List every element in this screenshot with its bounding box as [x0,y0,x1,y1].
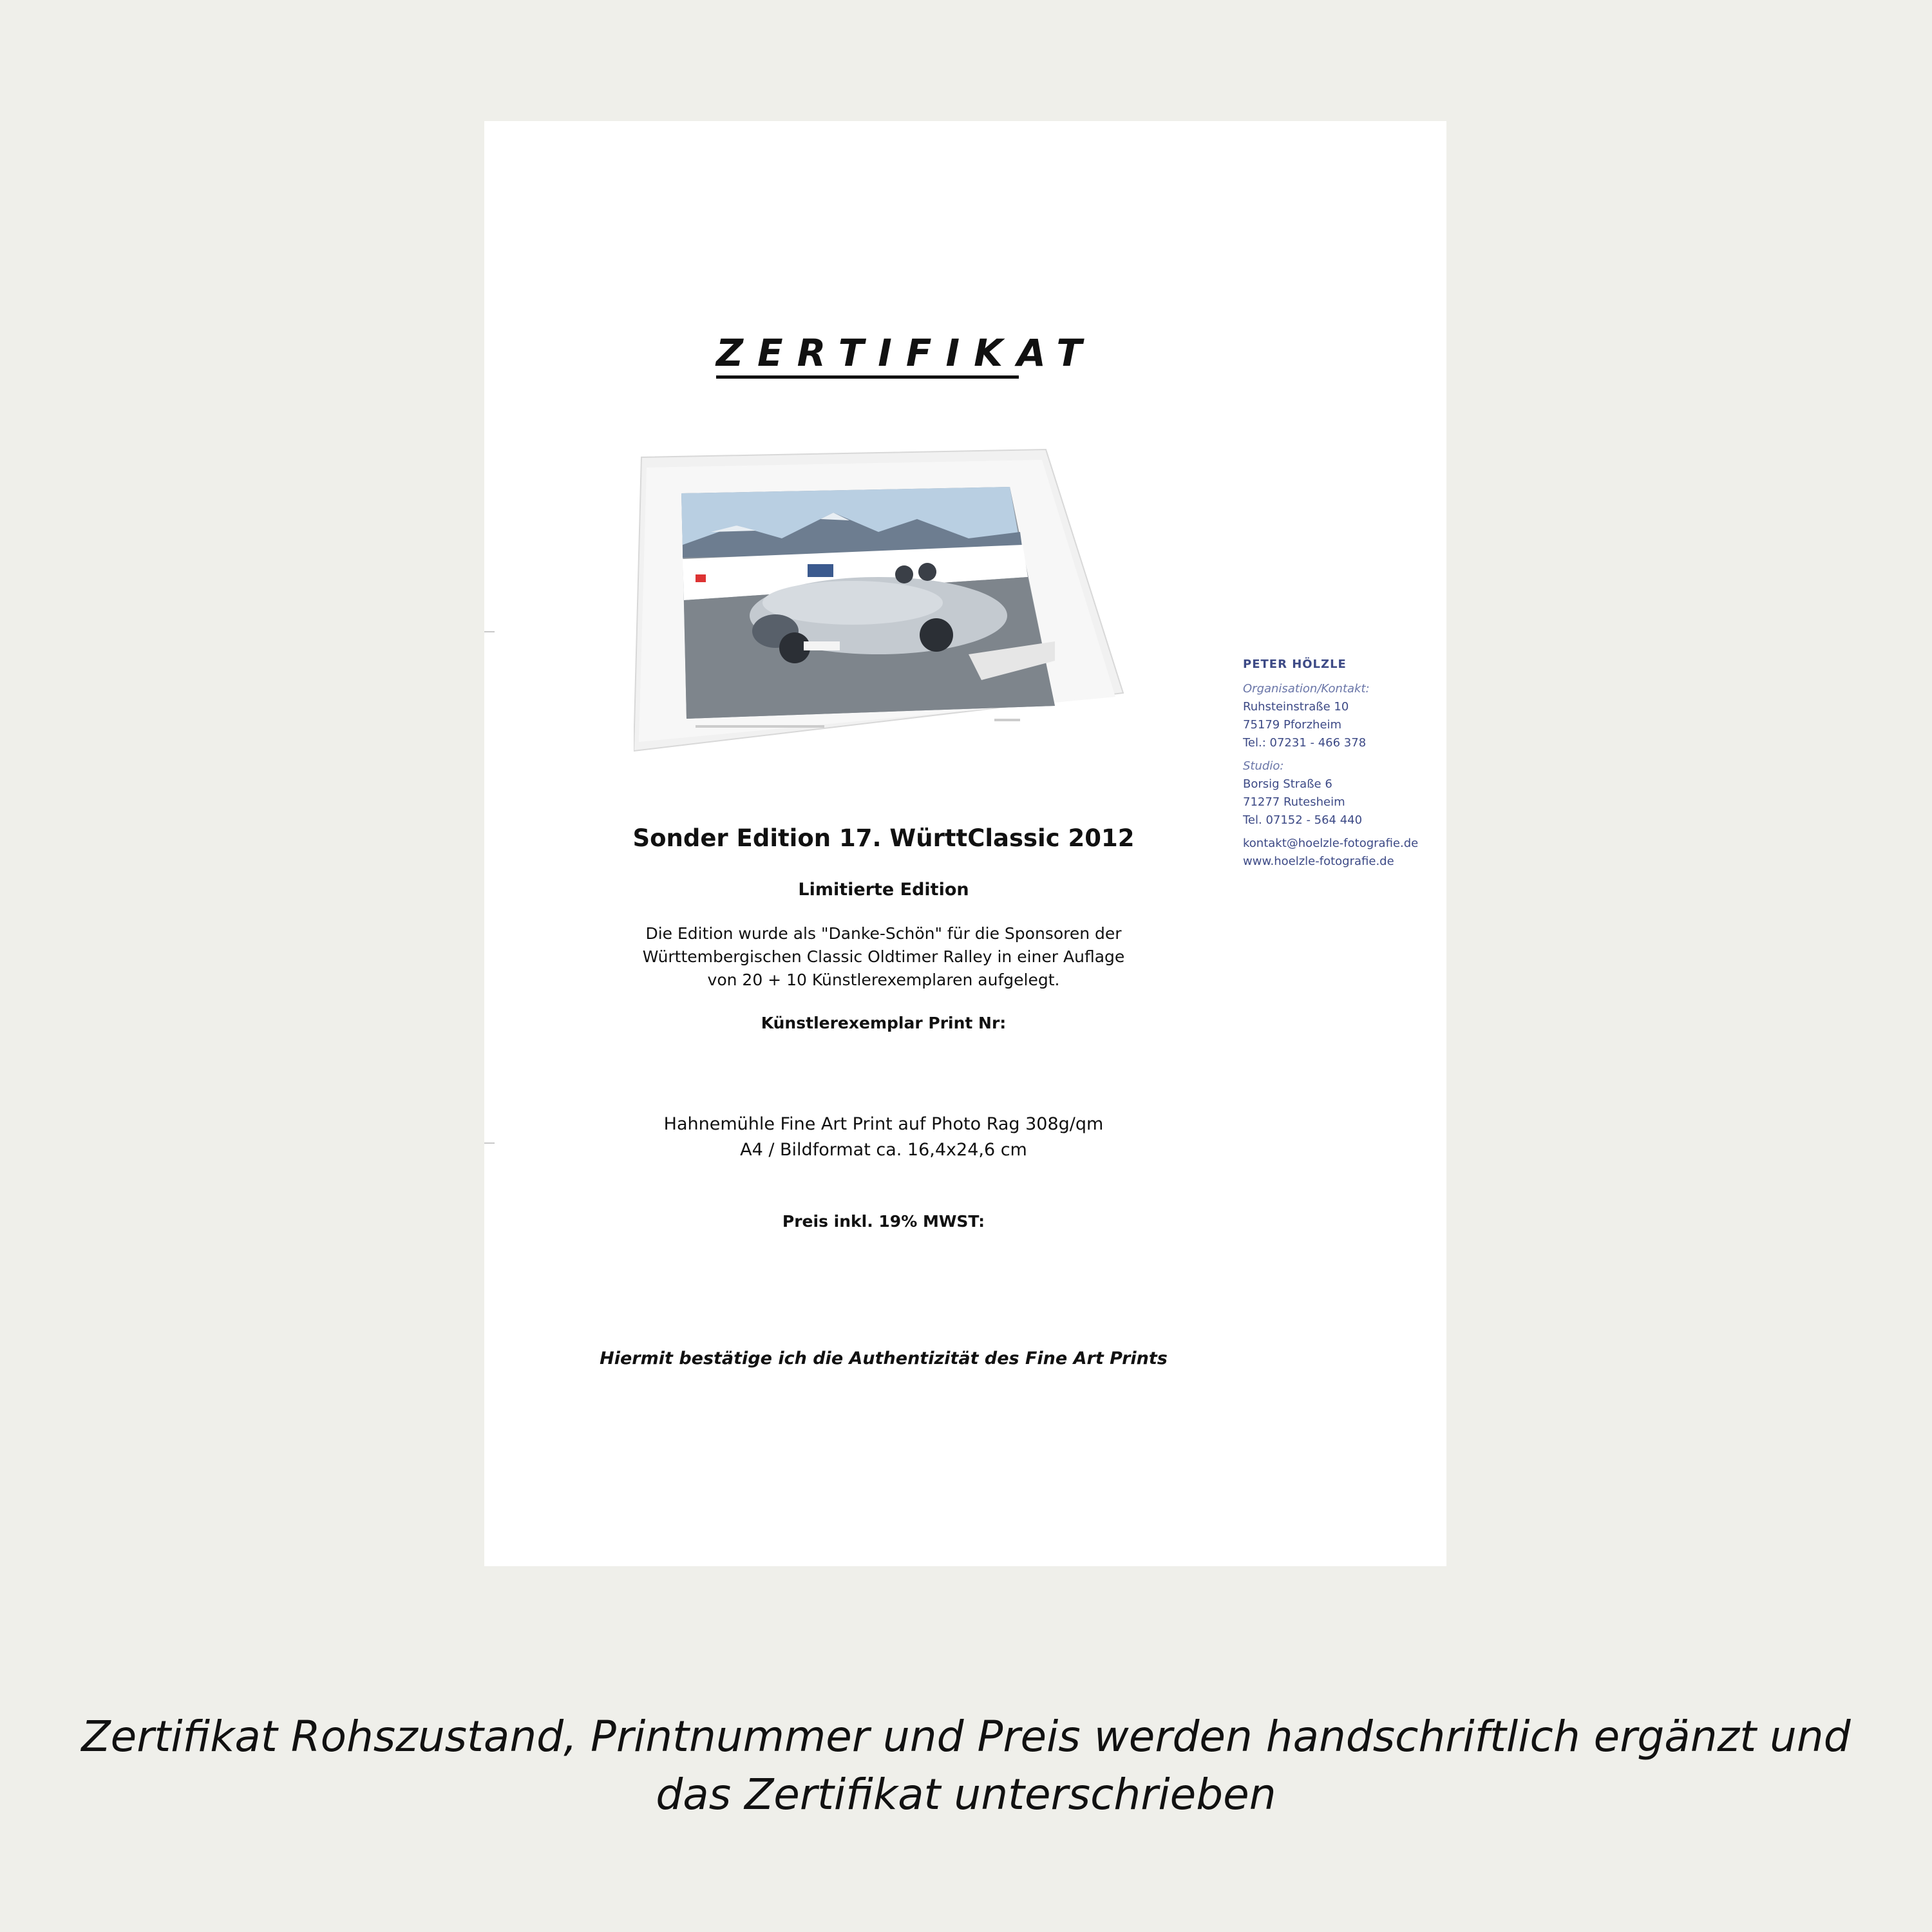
edition-heading: Sonder Edition 17. WürttClassic 2012 [632,824,1135,852]
caption-line: das Zertifikat unterschrieben [656,1770,1276,1819]
description-line: Die Edition wurde als "Danke-Schön" für die Sponsoren der [645,924,1122,943]
fold-mark [484,631,495,632]
contact-email[interactable]: kontakt@hoelzle-fotografie.de [1243,837,1419,850]
certificate-title: ZERTIFIKAT [716,331,1096,375]
organisation-label: Organisation/Kontakt: [1243,682,1370,696]
fold-mark [484,1142,495,1144]
description-line: Württembergischen Classic Oldtimer Ralley in einer Auflage [642,947,1125,966]
title-underline [716,375,1019,379]
print-photo-illustration [634,448,1136,778]
edition-description [562,922,1206,992]
studio-phone: Tel. 07152 - 564 440 [1243,813,1363,827]
caption-line: Zertifikat Rohszustand, Printnummer und Preis werden handschriftlich ergänzt und [81,1712,1851,1761]
studio-city: 71277 Rutesheim [1243,795,1345,809]
organisation-street: Ruhsteinstraße 10 [1243,700,1349,714]
product-photo [634,448,1136,778]
organisation-phone: Tel.: 07231 - 466 378 [1243,736,1367,750]
contact-block [1243,656,1436,871]
certificate-sheet [484,121,1446,1566]
price-label: Preis inkl. 19% MWST: [782,1212,985,1231]
contact-website[interactable]: www.hoelzle-fotografie.de [1243,855,1394,868]
paper-info [562,1112,1206,1163]
authenticity-statement: Hiermit bestätige ich die Authentizität des Fine Art Prints [600,1349,1168,1368]
image-caption [0,1708,1932,1824]
studio-label: Studio: [1243,759,1284,773]
studio-street: Borsig Straße 6 [1243,777,1332,791]
description-line: von 20 + 10 Künstlerexemplaren aufgelegt. [707,971,1060,989]
limited-edition-heading: Limitierte Edition [798,880,969,900]
paper-line: Hahnemühle Fine Art Print auf Photo Rag 308g/qm [663,1114,1104,1134]
paper-line: A4 / Bildformat ca. 16,4x24,6 cm [740,1140,1027,1160]
photographer-name: PETER HÖLZLE [1243,658,1347,671]
print-number-label: Künstlerexemplar Print Nr: [761,1014,1007,1032]
organisation-city: 75179 Pforzheim [1243,718,1342,732]
